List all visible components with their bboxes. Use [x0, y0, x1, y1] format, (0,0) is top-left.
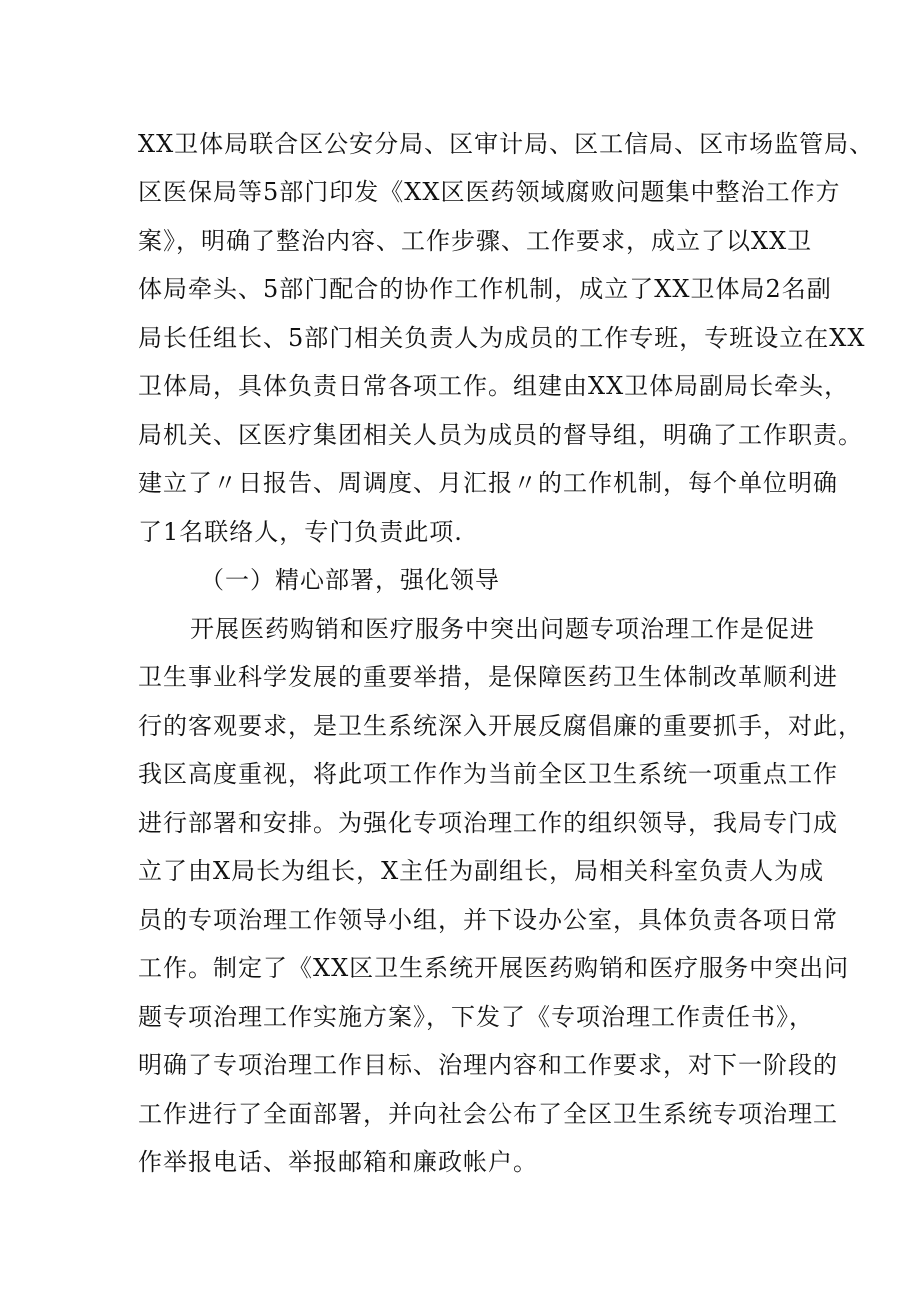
- paragraph-2-line-9: 题专项治理工作实施方案》，下发了《专项治理工作责任书》，: [138, 1003, 814, 1031]
- paragraph-1-line-7: 局机关、区医疗集团相关人员为成员的督导组，明确了工作职责。: [138, 421, 863, 449]
- paragraph-1-line-2: 区医保局等5部门印发《XX区医药领域腐败问题集中整治工作方: [138, 178, 841, 206]
- paragraph-1-line-8: 建立了〃日报告、周调度、月汇报〃的工作机制，每个单位明确: [138, 469, 838, 497]
- paragraph-2-line-4: 我区高度重视，将此项工作作为当前全区卫生系统一项重点工作: [138, 760, 838, 788]
- paragraph-2-line-7: 员的专项治理工作领导小组，并下设办公室，具体负责各项日常: [138, 906, 838, 934]
- paragraph-2-line-2: 卫生事业科学发展的重要举措，是保障医药卫生体制改革顺利进: [138, 663, 838, 691]
- paragraph-1-line-6: 卫体局，具体负责日常各项工作。组建由XX卫体局副局长牵头，: [138, 372, 850, 400]
- paragraph-2-line-5: 进行部署和安排。为强化专项治理工作的组织领导，我局专门成: [138, 809, 838, 837]
- paragraph-2-line-11: 工作进行了全面部署，并向社会公布了全区卫生系统专项治理工: [138, 1100, 838, 1128]
- paragraph-1-line-3: 案》，明确了整治内容、工作步骤、工作要求，成立了以XX卫: [138, 227, 813, 255]
- paragraph-2-line-3: 行的客观要求，是卫生系统深入开展反腐倡廉的重要抓手，对此，: [138, 712, 863, 740]
- paragraph-2-line-10: 明确了专项治理工作目标、治理内容和工作要求，对下一阶段的: [138, 1051, 838, 1079]
- paragraph-1-line-9: 了1名联络人，专门负责此项.: [138, 518, 463, 546]
- paragraph-2-line-6: 立了由X局长为组长，X主任为副组长，局相关科室负责人为成: [138, 857, 825, 885]
- paragraph-2-line-8: 工作。制定了《XX区卫生系统开展医药购销和医疗服务中突出问: [138, 954, 850, 982]
- paragraph-2-line-12: 作举报电话、举报邮箱和廉政帐户。: [138, 1148, 538, 1176]
- paragraph-1-line-5: 局长任组长、5部门相关负责人为成员的工作专班，专班设立在XX: [138, 324, 866, 352]
- paragraph-1-line-1: XX卫体局联合区公安分局、区审计局、区工信局、区市场监管局、: [138, 130, 875, 158]
- paragraph-1-line-4: 体局牵头、5部门配合的协作工作机制，成立了XX卫体局2名副: [138, 275, 832, 303]
- paragraph-2-line-1: 开展医药购销和医疗服务中突出问题专项治理工作是促进: [190, 615, 815, 643]
- section-heading: （一）精心部署，强化领导: [200, 566, 500, 594]
